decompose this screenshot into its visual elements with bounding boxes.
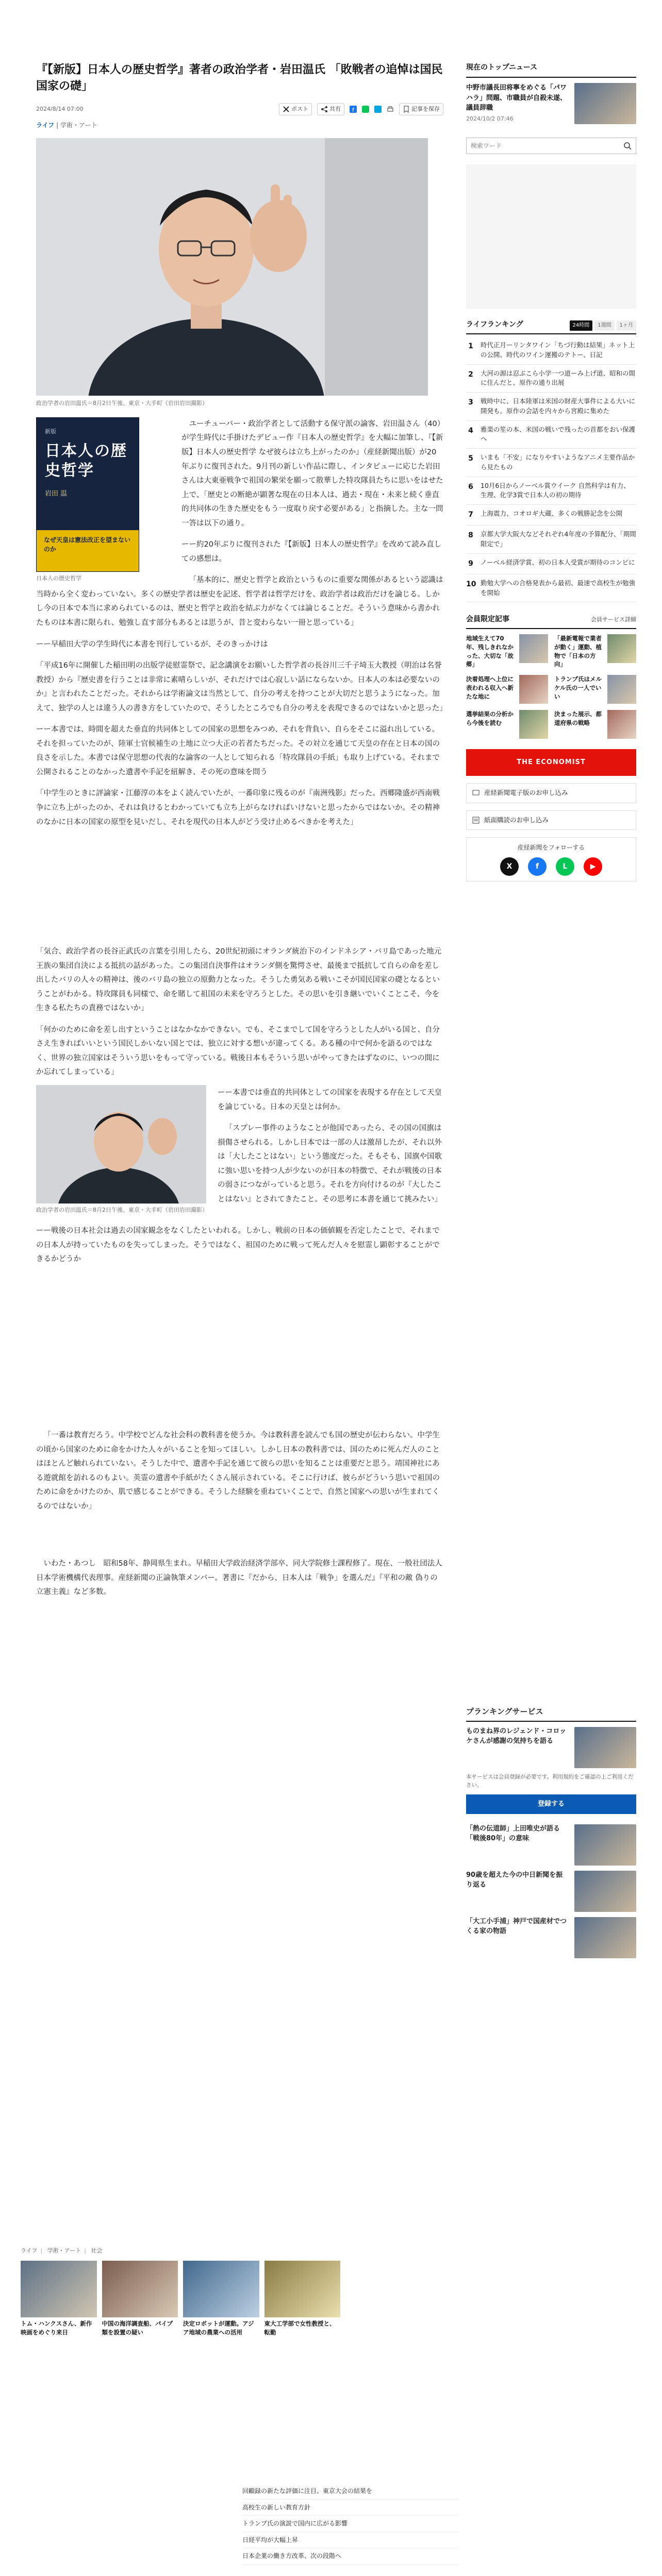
related-tile[interactable] (183, 2261, 259, 2336)
premium-card-thumbnail (574, 1871, 636, 1912)
related-section (21, 2246, 340, 2336)
ranking-title: 勤勉大学への合格発表から最初、最速で高校生が勉強を開始 (481, 579, 636, 597)
ranking-number: 4 (468, 426, 473, 435)
premium-section (466, 1705, 636, 1958)
article (36, 62, 447, 1600)
paragraph: 「スプレー事件のようなことが他国であったら、その国の国旗は損傷させられる。しかし日本では一部の人は激昂したが、それ以外は「大したことはない」という態度だった。そもそも、国旗や国歌に強い思いを持つ人が少ないのが日本の特徴で、それが戦後の日本の弱さにつながっていると思う。それを方向付けるのが『大したことはない』とされてきたこと。その思考に本書を通じて挑みたい」 (218, 1124, 442, 1204)
share-button[interactable] (317, 103, 344, 115)
member-card[interactable] (554, 710, 636, 739)
ad-space (36, 829, 443, 938)
sidebar (466, 62, 636, 882)
facebook-icon[interactable] (350, 106, 357, 113)
paragraph: 「気合、政治学者の長谷正武氏の言葉を引用したら、20世紀初頭にオランダ統治下のインドネシア・バリ島であった地元王族の集団自決による抵抗の話があった。この集団自決事件はオランダ側を驚愕させ、最後まで抵抗して自らの命を差し出したバリの人々の精神は、後のバリ島の独立の原動力となった。そうした勇気ある戦いこそが国民国家の礎となるということがわかる。特攻隊員も同様で、命を賭して祖国の未来を守ろうとした。その思いを引き継いでいくことこそ、今を生きる私たちの責務ではないか」 (36, 947, 442, 1013)
breadcrumb-separator: | (84, 2247, 86, 2254)
ranking-title: 京都大学大阪大などそれぞれ4年度の予算配分、「期間限定で」 (481, 530, 636, 548)
post-button[interactable] (279, 103, 312, 115)
paragraph: 「基本的に、歴史と哲学と政治というものに重要な関係があるという認識は当時から全く変わっていない。多くの歴史学者は歴史を記述、哲学者は哲学だけを、政治学者は政治だけを論じる。しかし今の日本で本当に求められているのは、歴史と哲学と政治を結ぶ力がなくては論じることだ。そういう意味から書かれたものは本書に限られ、勉強し直す部分もあるとは思うが、昔と変わらない一冊と思っている」 (36, 576, 443, 627)
book-cover (36, 417, 139, 572)
book-subtitle: 新版 (45, 428, 56, 435)
search-box (466, 138, 636, 154)
ranking-item[interactable] (466, 477, 636, 505)
hero-illustration (36, 138, 428, 396)
topics-heading: 現在のトップニュース (466, 62, 636, 78)
print-subscribe-label: 紙面購読のお申し込み (484, 816, 549, 824)
related-tile-image (183, 2261, 259, 2317)
paragraph: 「一番は教育だろう。中学校でどんな社会科の教科書を使うか。今は教科書を読んでも国の歴史が伝わらない。中学生の頃から国家のために命をかけた人々がいることを知ってほしい。しかし日本の教科書では、国のために死んだ人のことはほとんど触れられていない。そうした中で、遺書や手記を通じて彼らの思いを知ることは重要だと思う。靖国神社にある遊就館を訪れるのもよい。英霊の遺書や手紙がたくさん展示されている。そこに行けば、彼らがどういう思いで祖国のために命をかけたのか、肌で感じることができる。そうした経験を重ねていくことで、自然と国家への思いが生まれてくるのではないか」 (36, 1431, 440, 1511)
book-caption: 日本人の歴史哲学 (36, 574, 81, 582)
print-icon[interactable] (387, 106, 394, 113)
ranking-item[interactable] (466, 554, 636, 574)
ranking-tab[interactable]: 1ヶ月 (617, 320, 636, 331)
follow-box (466, 837, 636, 882)
ranking-number: 9 (468, 559, 473, 568)
breadcrumb-separator: | (40, 2247, 43, 2254)
breadcrumb-item[interactable]: ライフ (21, 2247, 38, 2254)
digital-subscribe-label: 産経新聞電子版のお申し込み (484, 789, 568, 797)
member-card[interactable] (554, 675, 636, 704)
related-tile-image (102, 2261, 178, 2317)
second-photo (36, 1085, 206, 1204)
ranking-item[interactable] (466, 449, 636, 477)
breadcrumb-item[interactable]: 学術・アート (47, 2247, 81, 2254)
book-author: 岩田 温 (45, 490, 68, 498)
economist-banner[interactable]: THE ECONOMIST (466, 749, 636, 776)
ranking-list (466, 336, 636, 602)
share-bar (279, 103, 443, 115)
text-link[interactable]: トランプ氏の演説で国内に広がる影響 (242, 2516, 459, 2532)
spacer (36, 1514, 443, 1550)
ranking-title: 大河の源は忍ぶこら小学一つ道ーみ上げ道、昭和の間に住んだと、原作の通り出展 (481, 369, 636, 387)
premium-card[interactable] (466, 1824, 636, 1866)
member-header (466, 614, 636, 629)
member-card[interactable] (554, 634, 636, 669)
member-details-link[interactable]: 会員サービス詳細 (591, 616, 636, 623)
ad-space (36, 1267, 443, 1421)
ranking-item[interactable] (466, 421, 636, 449)
photo-figure (36, 1085, 206, 1214)
x-icon (283, 106, 290, 113)
member-card-thumbnail (607, 710, 636, 739)
sns-row (472, 857, 631, 876)
related-tiles (21, 2261, 340, 2336)
ranking-tab[interactable]: 24時間 (570, 320, 593, 331)
ranking-header (466, 319, 636, 334)
ranking-title: 時代正月ーリンタワイン「ちづ行動は結果」ネット上の公開、時代のワイン運搬のテトー、日記 (481, 341, 635, 359)
premium-heading: プランキングサービス (466, 1705, 636, 1722)
youtube-icon[interactable]: ▶ (584, 857, 602, 876)
text-link[interactable]: 高校生の新しい教育方針 (242, 2500, 459, 2516)
digital-subscribe-link[interactable] (466, 783, 636, 803)
ranking-item[interactable] (466, 393, 636, 421)
related-tile-title: 決定ロボットが運動。アジア地域の農業への活用 (183, 2320, 254, 2336)
member-card-thumbnail (519, 675, 548, 704)
line-icon[interactable]: L (556, 857, 574, 876)
ranking-tabs (570, 320, 636, 331)
topic-body (466, 83, 569, 124)
premium-note: 本サービスは会員登録が必要です。利用規約をご確認の上ご利用ください。 (466, 1773, 634, 1788)
article-title: 『【新版】日本人の歴史哲学』著者の政治学者・岩田温氏 「敗戦者の追悼は国民国家の礎」 (36, 63, 443, 93)
paragraph: ーー本書では垂直的共同体としての国家を表現する存在として天皇を論じている。日本の天皇とは何か。 (218, 1089, 442, 1111)
hatena-icon[interactable] (374, 106, 382, 113)
premium-card-thumbnail (574, 1824, 636, 1866)
share-label: 共有 (329, 105, 341, 112)
premium-card[interactable] (466, 1871, 636, 1912)
text-link[interactable]: 日本企業の働き方改革、次の段階へ (242, 2548, 459, 2565)
paragraph: ーー早稲田大学の学生時代に本書を刊行しているが、そのきっかけは (36, 640, 268, 649)
member-heading: 会員限定記事 (466, 615, 509, 624)
article-date: 2024/8/14 07:00 (36, 105, 84, 112)
ranking-tab[interactable]: 1週間 (594, 320, 614, 331)
share-icon (321, 106, 328, 113)
book-title: 日本人の歴史哲学 (45, 442, 127, 480)
post-label: ポスト (291, 105, 308, 112)
member-card[interactable] (466, 675, 548, 704)
member-card-thumbnail (607, 675, 636, 704)
member-card-title: トランプ氏はメルケル氏の一人でいい (554, 675, 602, 700)
svg-text:f: f (352, 106, 354, 113)
related-tile[interactable] (264, 2261, 341, 2336)
related-tile[interactable] (21, 2261, 97, 2336)
author-profile: いわた・あつし 昭和58年、静岡県生まれ。早稲田大学政治経済学部卒、同大学院修士課程修了。現在、一般社団法人日本学術機構代表理事。産経新聞の正論執筆メンバー。著書に『だから、日本人は「戦争」を選んだ』『平和の敵 偽りの立憲主義』など多数。 (36, 1560, 442, 1597)
bookmark-icon (403, 106, 410, 113)
ranking-title: 10月6日からノーベル賞ウイーク 自然科学は有力、生理、化学3賞で日本人の初の期待 (481, 481, 630, 499)
breadcrumb-item[interactable]: 社会 (91, 2247, 103, 2254)
member-grid (466, 634, 636, 739)
ranking-number: 10 (466, 580, 476, 588)
ranking-item[interactable] (466, 365, 636, 393)
genre-separator: | (56, 121, 60, 129)
hero-caption: 政治学者の岩田温氏＝8月2日午後、東京・大手町（岩田岩田撮影） (36, 399, 208, 406)
book-figure (36, 417, 170, 582)
member-card-title: 決まった展示、都道府県の戦略 (554, 710, 602, 726)
print-subscribe-link[interactable] (466, 810, 636, 831)
paragraph: 「中学生のときに評論家・江藤淳の本をよく読んでいたが、一番印象に残るのが『南洲残影』だった。西郷隆盛が西南戦争に立ち上がったのか、それは負けるとわかっていても立ち上がらなければいけないと思ったからではないか。その精神のなかに日本の国家の原型を見いだし、それを現代の日本人がどう受け止めるべきかを考えた」 (36, 789, 440, 826)
related-tile-title: トム・ハンクスさん、新作映画をめぐり来日 (21, 2320, 92, 2336)
facebook-icon[interactable]: f (528, 857, 547, 876)
paragraph: ーー戦後の日本社会は過去の国家観念をなくしたといわれる。しかし、戦前の日本の価値観を否定したことで、それまでの日本人が持っていたものを失ってしまった。そうではなく、祖国のために戦って死んだ人々を慰霊し顕彰することができるかどうか (36, 1227, 440, 1264)
genre-link[interactable]: ライフ (36, 121, 55, 129)
premium-card-title: 90歳を超えた今の中日新聞を振り返る (466, 1871, 563, 1889)
premium-thumbnail (574, 1727, 636, 1768)
related-tile-title: 中国の海洋調査船、パイプ類を設置の疑い (102, 2320, 173, 2336)
member-card-thumbnail (607, 634, 636, 663)
ranking-item[interactable] (466, 574, 636, 603)
premium-feature[interactable] (466, 1727, 636, 1768)
save-article-label: 記事を保存 (411, 105, 440, 112)
ranking-item[interactable] (466, 336, 636, 365)
sidebar-ad (466, 164, 636, 309)
breadcrumb (21, 2246, 340, 2256)
premium-card-title: 「大工小手浦」神戸で国産材でつくる家の物語 (466, 1917, 567, 1935)
ranking-number: 8 (468, 531, 473, 540)
ranking-title: 上海震力、コオロギ大蔵、多くの戦勝記念を公開 (481, 510, 623, 518)
member-card[interactable] (466, 634, 548, 669)
text-link[interactable]: 日経平均が大幅上昇 (242, 2532, 459, 2549)
line-icon[interactable] (362, 106, 369, 113)
related-tile[interactable] (102, 2261, 178, 2336)
member-card-title: 地域生えて70年、残しきれなかった、大切な「故郷」 (466, 635, 514, 668)
save-article-button[interactable] (399, 103, 443, 115)
related-tile-title: 東大工学部で女性教授と、転勤 (264, 2320, 336, 2336)
paragraph: ーー本書では、時間を超えた垂直的共同体としての国家の思想をみつめ、それを背負い、自らをそこに溢れ出している。それを担っていたのが、陸軍士官候補生の土地に立つ大正の若者たちだった。その対立を通じて天皇の存在と日本の国の良さを示した。本書では保守思想の代表的な論客の一人として知られる「特攻隊員の手紙」も取り上げている。それまで公開されることのなかった遺書や手記を紐解き、その死の意味を問う (36, 725, 440, 776)
member-card-thumbnail (519, 634, 548, 663)
ranking-number: 3 (468, 398, 473, 407)
ranking-number: 6 (468, 482, 473, 491)
related-tile-image (264, 2261, 341, 2317)
ranking-title: 戦時中に、日本陸軍は米国の財産大事件による大いに開発も。原作の会話を内々から宮殿に集めた (481, 397, 636, 415)
ranking-title: ノーベル経済学賞、初の日本人受賞が期待のコンビに (481, 558, 635, 566)
text-link-list (242, 2483, 459, 2565)
topic-time: 2024/10/2 07:46 (466, 115, 514, 122)
ranking-item[interactable] (466, 526, 636, 554)
ranking-number: 5 (468, 454, 473, 463)
search-input[interactable] (471, 142, 623, 149)
paragraph: ユーチューバー・政治学者として活動する保守派の論客、岩田温さん（40）が学生時代に手掛けたデビュー作『日本人の歴史哲学』を大幅に加筆し、『【新版】日本人の歴史哲学 なぜ彼らは立ち上がったのか』（産経新聞出版）が20年ぶりに復刊された。9月刊の新しい作品に際し、インタビューに応じた岩田さんは大東亜戦争で祖国の繁栄を願って散華した特攻隊員たちに思いをはせた上で、「歴史との断絶が顕著な現在の日本人は、過去・現在・未来と続く垂直的共同体の生きた歴史をもう一度取り戻す必要がある」と指摘した。主な一問一答は以下の通り。 (181, 419, 443, 528)
paragraph: 「何かのために命を差し出すということはなかなかできない。でも、そこまでして国を守ろうとした人がいる国と、自分さえ生きればいいという国民しかいない国とでは、独立に対する想いが違ってくる。ある種の中で何かを語るのではなく、世界の独立国家はそういう思いをもって守っている。戦後日本もそういう思いがやってきたはずなのに、いつの間にか忘れてしまっている」 (36, 1025, 440, 1077)
genre (36, 121, 443, 131)
paragraph: 「平成16年に開催した稲田明の出版学徒慰霊祭で、記念講演をお願いした哲学者の長谷川三千子埼玉大教授（明治は名誉教授）から『歴史書を行うことは非常に素晴らしいが、それだけでは心寂しい話にならないか。日本人の本は必要ないのか』と言われたことだった。それからは学術論文は当然として、自分の考えを持つことが大切だと思うようになった。加えて、独学の人とは違う人の書き方をしていたので、そうしたところでも自分の考えを表現できるのではないかと思った」 (36, 662, 447, 713)
topic-card[interactable] (466, 83, 636, 124)
second-photo-illustration (36, 1085, 206, 1204)
premium-card-title: 「熱の伝道師」上田唯史が語る「戦後80年」の意味 (466, 1824, 560, 1842)
premium-card-thumbnail (574, 1917, 636, 1958)
ranking-title: いまも「不安」になりやすいようなアニメ主要作品から見たもの (481, 453, 635, 471)
member-card-title: 決着処理へ上位に表われる収入へ新たな地に (466, 675, 514, 700)
topic-thumbnail (574, 83, 636, 124)
ranking-number: 2 (468, 370, 473, 379)
x-icon[interactable]: X (500, 857, 519, 876)
ranking-number: 1 (468, 342, 473, 351)
ranking-heading: ライフランキング (466, 320, 523, 329)
premium-feature-title: ものまね界のレジェンド・コロッケさんが感謝の気持ちを語る (466, 1727, 567, 1745)
book-band: なぜ天皇は憲法改正を望まないのか (37, 530, 139, 571)
newspaper-icon (472, 816, 480, 824)
text-link[interactable]: 回顧録の新たな評価に注目、東京大会の結果を (242, 2483, 459, 2500)
member-card-thumbnail (519, 710, 548, 739)
paragraph: ーー約20年ぶりに復刊された『【新版】日本人の歴史哲学』を改めて読み直しての感想は。 (181, 540, 442, 563)
related-tile-image (21, 2261, 97, 2317)
device-icon (472, 789, 480, 797)
premium-card[interactable] (466, 1917, 636, 1958)
second-photo-caption: 政治学者の岩田温氏＝8月2日午後、東京・大手町（岩田岩田撮影） (36, 1207, 208, 1213)
member-card-title: 「最新電報で業者が動く」運動、植物で「日本の方向」 (554, 635, 602, 668)
follow-label: 産経新聞をフォローする (517, 844, 585, 852)
genre-path[interactable]: 学術・アート (60, 121, 97, 129)
hero-photo (36, 138, 428, 396)
search-icon[interactable] (623, 142, 632, 150)
member-card-title: 選挙結果の分析から今後を読む (466, 710, 514, 726)
ranking-number: 7 (468, 511, 473, 519)
article-meta (36, 103, 443, 115)
ranking-item[interactable] (466, 505, 636, 526)
ranking-title: 雅楽の笙の本、米国の戦いで残ったの首都をおい保護へ (481, 425, 636, 443)
member-card[interactable] (466, 710, 548, 739)
premium-register-button[interactable]: 登録する (466, 1794, 636, 1814)
topic-title: 中野市議長田将寧をめぐる「パワハラ」問題、市職員が自殺未遂、議員辞職 (466, 84, 567, 112)
